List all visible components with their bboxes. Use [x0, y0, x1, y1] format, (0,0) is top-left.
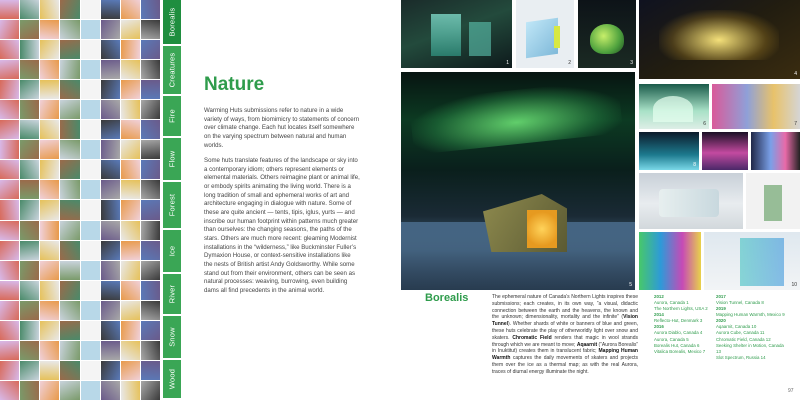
- thumbnail-tile: [121, 100, 140, 119]
- thumbnail-tile: [0, 140, 19, 159]
- thumbnail-tile: [141, 20, 160, 39]
- credit-entry: The Northern Lights, USA 2: [654, 306, 708, 312]
- credit-entry: Aurora, Canada 5: [654, 336, 689, 342]
- thumbnail-tile: [60, 221, 79, 240]
- thumbnail-tile: [60, 321, 79, 340]
- thumbnail-tile: [40, 80, 59, 99]
- thumbnail-tile: [101, 241, 120, 260]
- thumbnail-tile: [141, 0, 160, 19]
- page-number: 97: [788, 388, 794, 394]
- page-title: Nature: [204, 74, 265, 95]
- thumbnail-tile: [20, 100, 39, 119]
- thumbnail-tile: [60, 140, 79, 159]
- thumbnail-tile: [20, 160, 39, 179]
- thumbnail-tile: [81, 241, 100, 260]
- thumbnail-tile: [0, 80, 19, 99]
- thumbnail-tile: [0, 0, 19, 19]
- thumbnail-tile: [20, 180, 39, 199]
- thumbnail-tile: [101, 281, 120, 300]
- thumbnail-tile: [20, 0, 39, 19]
- photo-3: 3: [578, 0, 636, 68]
- thumbnail-tile: [0, 281, 19, 300]
- thumbnail-tile: [60, 60, 79, 79]
- thumbnail-tile: [141, 341, 160, 360]
- tab-forest[interactable]: Forest: [163, 182, 181, 230]
- thumbnail-tile: [20, 200, 39, 219]
- thumbnail-tile: [81, 60, 100, 79]
- intro-paragraph-1: Warming Huts submissions refer to nature in a wide variety of ways, from biomimicry to statements of concern over climate change. Each hut locates itself somewhere on the varying spectrum between natural and human worlds.: [204, 107, 360, 149]
- thumbnail-tile: [40, 120, 59, 139]
- thumbnail-tile: [141, 100, 160, 119]
- thumbnail-tile: [121, 261, 140, 280]
- thumbnail-tile: [0, 60, 19, 79]
- thumbnail-tile: [20, 301, 39, 320]
- thumbnail-tile: [60, 40, 79, 59]
- tab-snow[interactable]: Snow: [163, 316, 181, 360]
- category-tabs: [163, 0, 181, 400]
- aurora-hut-photo: 5: [401, 72, 635, 290]
- thumbnail-tile: [60, 120, 79, 139]
- credit-year: 2019: [716, 306, 726, 312]
- thumbnail-tile: [81, 301, 100, 320]
- thumbnail-tile: [121, 120, 140, 139]
- photo-12: [746, 173, 800, 229]
- thumbnail-tile: [121, 80, 140, 99]
- thumbnail-tile: [121, 40, 140, 59]
- photo-6: 6: [639, 84, 709, 129]
- thumbnail-tile: [81, 281, 100, 300]
- photo-7: 7: [712, 84, 800, 129]
- thumbnail-tile: [141, 361, 160, 380]
- thumbnail-tile: [60, 80, 79, 99]
- credit-entry: Slot Spectrum, Russia 14: [716, 354, 766, 360]
- credit-entry: Reflecto-Hut, Denmark 3: [654, 318, 703, 324]
- thumbnail-tile: [60, 200, 79, 219]
- thumbnail-tile: [60, 341, 79, 360]
- thumbnail-tile: [81, 261, 100, 280]
- thumbnail-tile: [40, 241, 59, 260]
- thumbnail-tile: [81, 321, 100, 340]
- borealis-caption: The ephemeral nature of Canada’s Northern Lights inspires these submissions; each creates, in its own way, “a visual, didactic connection between the earth and the heavens, the known and the unknown; dimensionality, mortality and the infinite” (Vision Tunnel). Whether shards of white or banners of blue and green, these huts celebrate the play of otherworldly light over snow and skaters. Chromatic Field renders that magic in wool strands through which we are meant to move; Aqaarnit (“Aurora Borealis” in Inuktitut) creates them in translucent fabric; Mapping Human Warmth captures the daily movements of skaters and projects them over the ice as a thermal map; as with the real Aurora, traces of diurnal energy illuminate the night.: [492, 294, 638, 375]
- tab-ice[interactable]: Ice: [163, 230, 181, 274]
- thumbnail-tile: [141, 241, 160, 260]
- thumbnail-tile: [81, 221, 100, 240]
- thumbnail-tile: [40, 301, 59, 320]
- thumbnail-tile: [0, 261, 19, 280]
- thumbnail-tile: [101, 321, 120, 340]
- thumbnail-tile: [40, 281, 59, 300]
- thumbnail-tile: [81, 381, 100, 400]
- thumbnail-tile: [121, 221, 140, 240]
- thumbnail-tile: [81, 341, 100, 360]
- thumbnail-tile: [40, 140, 59, 159]
- thumbnail-tile: [121, 60, 140, 79]
- thumbnail-mosaic: [0, 0, 160, 400]
- thumbnail-tile: [121, 321, 140, 340]
- photo-8: 8: [639, 132, 699, 170]
- thumbnail-tile: [20, 261, 39, 280]
- thumbnail-tile: [81, 20, 100, 39]
- credit-entry: Vitalica Borealis, Mexico 7: [654, 348, 706, 354]
- credit-entry: Mapping Human Warmth, Mexico 9: [716, 312, 785, 318]
- credit-entry: Aurora Cube, Canada 11: [716, 330, 765, 336]
- thumbnail-tile: [141, 301, 160, 320]
- thumbnail-tile: [101, 381, 120, 400]
- thumbnail-tile: [60, 261, 79, 280]
- credits-column-1: [654, 294, 724, 355]
- thumbnail-tile: [101, 40, 120, 59]
- thumbnail-tile: [81, 200, 100, 219]
- thumbnail-tile: [40, 40, 59, 59]
- tab-river[interactable]: River: [163, 274, 181, 316]
- thumbnail-tile: [20, 381, 39, 400]
- thumbnail-tile: [60, 20, 79, 39]
- credit-entry: Chromatic Field, Canada 12: [716, 336, 771, 342]
- thumbnail-tile: [60, 180, 79, 199]
- thumbnail-tile: [40, 321, 59, 340]
- thumbnail-tile: [101, 140, 120, 159]
- thumbnail-tile: [81, 160, 100, 179]
- thumbnail-tile: [121, 160, 140, 179]
- photo-10: [751, 132, 800, 170]
- thumbnail-tile: [20, 281, 39, 300]
- thumbnail-tile: [101, 221, 120, 240]
- tab-borealis[interactable]: Borealis: [163, 0, 181, 46]
- thumbnail-tile: [20, 361, 39, 380]
- thumbnail-tile: [101, 120, 120, 139]
- thumbnail-tile: [141, 321, 160, 340]
- thumbnail-tile: [81, 180, 100, 199]
- tab-creatures[interactable]: Creatures: [163, 46, 181, 96]
- credit-entry: Vision Tunnel, Canada 8: [716, 300, 764, 306]
- thumbnail-tile: [0, 200, 19, 219]
- thumbnail-tile: [121, 20, 140, 39]
- thumbnail-tile: [141, 180, 160, 199]
- thumbnail-tile: [40, 261, 59, 280]
- thumbnail-tile: [20, 120, 39, 139]
- thumbnail-tile: [60, 160, 79, 179]
- tab-fire[interactable]: Fire: [163, 96, 181, 138]
- thumbnail-tile: [101, 60, 120, 79]
- thumbnail-tile: [20, 241, 39, 260]
- photo-11: [639, 173, 743, 229]
- thumbnail-tile: [40, 180, 59, 199]
- thumbnail-tile: [121, 180, 140, 199]
- thumbnail-tile: [81, 0, 100, 19]
- credit-entry: Aurora, Canada 1: [654, 300, 689, 306]
- thumbnail-tile: [121, 0, 140, 19]
- credits-column-2: [716, 294, 786, 361]
- thumbnail-tile: [0, 301, 19, 320]
- photo-9: [702, 132, 748, 170]
- thumbnail-tile: [60, 100, 79, 119]
- thumbnail-tile: [141, 60, 160, 79]
- credit-year: 2017: [716, 294, 726, 299]
- thumbnail-tile: [0, 381, 19, 400]
- photo-4: 4: [639, 0, 800, 79]
- thumbnail-tile: [40, 381, 59, 400]
- thumbnail-tile: [101, 341, 120, 360]
- thumbnail-tile: [101, 80, 120, 99]
- thumbnail-tile: [0, 221, 19, 240]
- thumbnail-tile: [0, 241, 19, 260]
- thumbnail-tile: [0, 180, 19, 199]
- thumbnail-tile: [81, 40, 100, 59]
- tab-wood[interactable]: Wood: [163, 360, 181, 400]
- thumbnail-tile: [121, 301, 140, 320]
- thumbnail-tile: [0, 361, 19, 380]
- intro-paragraph-2: Some huts translate features of the landscape or sky into a contemporary idiom; others represent elements or elemental materials. Others reimagine plant or animal life, or embody spirits animating the living world. There is a long tradition of small and ephemeral works of art and architecture engaging in dialogue with nature. Some of these are quite ancient — tents, tipis, iglus, yurts — and inscribe our human footprint within patterns much greater than ourselves: the changing seasons, the paths of the stars. Others are much more recent: gleaming Modernist installations in the “wilderness,” like Buckminster Fuller’s Dymaxion House, or context-sensitive installations like the nests of British artist Andy Goldsworthy. While some stand out from their environment, others can be seen as natural processes: weaving, burrowing, even building dams all find precedents in the animal world.: [204, 157, 360, 294]
- thumbnail-tile: [81, 100, 100, 119]
- thumbnail-tile: [101, 160, 120, 179]
- thumbnail-tile: [141, 80, 160, 99]
- photo-13: [639, 232, 701, 290]
- credit-year: 2016: [654, 324, 664, 330]
- thumbnail-tile: [40, 100, 59, 119]
- thumbnail-tile: [101, 301, 120, 320]
- thumbnail-tile: [141, 281, 160, 300]
- thumbnail-tile: [20, 341, 39, 360]
- thumbnail-tile: [40, 341, 59, 360]
- thumbnail-tile: [101, 180, 120, 199]
- credit-entry: Aurora Diablo, Canada 4: [654, 330, 703, 336]
- credit-entry: Borealis Hut, Canada 6: [654, 342, 700, 348]
- thumbnail-tile: [141, 381, 160, 400]
- thumbnail-tile: [141, 261, 160, 280]
- thumbnail-tile: [81, 80, 100, 99]
- thumbnail-tile: [141, 221, 160, 240]
- thumbnail-tile: [0, 321, 19, 340]
- thumbnail-tile: [121, 381, 140, 400]
- thumbnail-tile: [20, 80, 39, 99]
- thumbnail-tile: [40, 60, 59, 79]
- thumbnail-tile: [40, 20, 59, 39]
- thumbnail-tile: [20, 140, 39, 159]
- thumbnail-tile: [101, 100, 120, 119]
- tab-flow[interactable]: Flow: [163, 138, 181, 182]
- thumbnail-tile: [121, 341, 140, 360]
- thumbnail-tile: [60, 241, 79, 260]
- thumbnail-tile: [60, 281, 79, 300]
- thumbnail-tile: [20, 60, 39, 79]
- thumbnail-tile: [60, 301, 79, 320]
- thumbnail-tile: [101, 361, 120, 380]
- thumbnail-tile: [60, 0, 79, 19]
- thumbnail-tile: [101, 261, 120, 280]
- thumbnail-tile: [81, 120, 100, 139]
- thumbnail-tile: [121, 140, 140, 159]
- thumbnail-tile: [121, 241, 140, 260]
- thumbnail-tile: [20, 321, 39, 340]
- thumbnail-tile: [0, 160, 19, 179]
- photo-2: 2: [516, 0, 574, 68]
- thumbnail-tile: [0, 20, 19, 39]
- thumbnail-tile: [141, 140, 160, 159]
- credit-year: 2012: [654, 294, 664, 299]
- thumbnail-tile: [60, 381, 79, 400]
- thumbnail-tile: [0, 120, 19, 139]
- thumbnail-tile: [81, 361, 100, 380]
- thumbnail-tile: [101, 200, 120, 219]
- thumbnail-tile: [60, 361, 79, 380]
- thumbnail-tile: [0, 100, 19, 119]
- thumbnail-tile: [101, 20, 120, 39]
- thumbnail-tile: [141, 40, 160, 59]
- thumbnail-tile: [121, 361, 140, 380]
- thumbnail-tile: [40, 361, 59, 380]
- thumbnail-tile: [40, 160, 59, 179]
- thumbnail-tile: [121, 281, 140, 300]
- thumbnail-tile: [141, 120, 160, 139]
- intro-text: [204, 107, 360, 302]
- credit-year: 2020: [716, 318, 726, 324]
- section-label: Borealis: [425, 292, 469, 304]
- thumbnail-tile: [0, 40, 19, 59]
- thumbnail-tile: [40, 0, 59, 19]
- thumbnail-tile: [40, 200, 59, 219]
- thumbnail-tile: [141, 160, 160, 179]
- thumbnail-tile: [121, 200, 140, 219]
- credit-year: 2014: [654, 312, 664, 318]
- credit-entry: Aqaarnit, Canada 10: [716, 324, 757, 330]
- thumbnail-tile: [141, 200, 160, 219]
- credit-entry: Seeking Shelter in Motion, Canada 13: [716, 342, 784, 354]
- thumbnail-tile: [81, 140, 100, 159]
- thumbnail-tile: [20, 221, 39, 240]
- thumbnail-tile: [20, 40, 39, 59]
- thumbnail-tile: [20, 20, 39, 39]
- photo-14: 10: [704, 232, 800, 290]
- thumbnail-tile: [0, 341, 19, 360]
- thumbnail-tile: [40, 221, 59, 240]
- photo-1: 1: [401, 0, 512, 68]
- thumbnail-tile: [101, 0, 120, 19]
